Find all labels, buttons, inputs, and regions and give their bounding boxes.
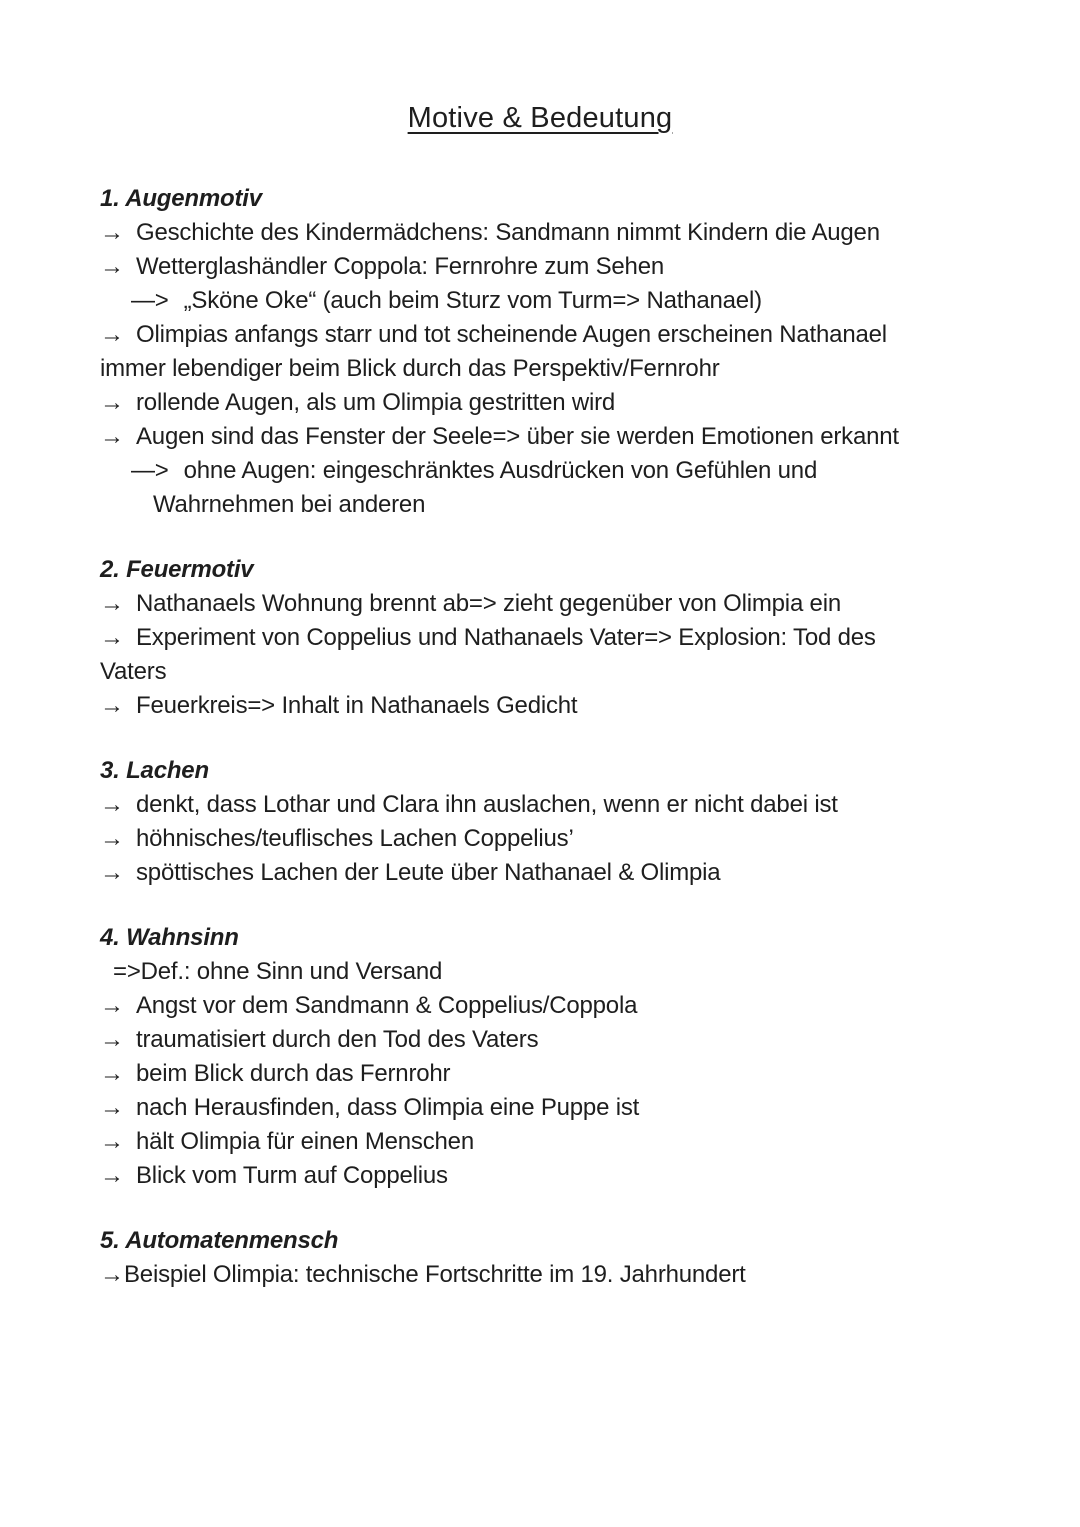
note-text: beim Blick durch das Fernrohr <box>136 1060 451 1087</box>
note-line <box>100 1057 980 1091</box>
note-text: nach Herausfinden, dass Olimpia eine Puppe ist <box>136 1094 640 1121</box>
arrow-icon: → <box>100 859 124 886</box>
note-line <box>100 216 980 250</box>
note-text: höhnisches/teuflisches Lachen Coppelius’ <box>136 825 574 852</box>
note-text: Feuerkreis=> Inhalt in Nathanaels Gedicht <box>136 692 578 719</box>
note-line <box>100 1125 980 1159</box>
note-line <box>100 1159 980 1193</box>
note-text: rollende Augen, als um Olimpia gestritten wird <box>136 389 616 416</box>
note-text: Wetterglashändler Coppola: Fernrohre zum Sehen <box>136 253 664 280</box>
section-heading: 2. Feuermotiv <box>100 556 254 583</box>
motif-section-1 <box>100 182 980 522</box>
note-line <box>100 284 980 318</box>
arrow-icon: → <box>100 825 124 852</box>
arrow-icon: → <box>100 253 124 280</box>
note-text: spöttisches Lachen der Leute über Nathanael & Olimpia <box>136 859 721 886</box>
note-line <box>100 318 980 352</box>
note-text: Augen sind das Fenster der Seele=> über sie werden Emotionen erkannt <box>136 423 899 450</box>
arrow-icon: → <box>100 992 124 1019</box>
note-line <box>100 386 980 420</box>
arrow-icon: → <box>100 1162 124 1189</box>
arrow-icon: —> <box>131 457 169 484</box>
note-line <box>100 955 980 989</box>
arrow-icon: → <box>100 590 124 617</box>
note-line <box>100 250 980 284</box>
note-text: ohne Augen: eingeschränktes Ausdrücken von Gefühlen und <box>183 457 818 484</box>
note-line <box>100 1258 980 1292</box>
note-line <box>100 488 980 522</box>
page-title: Motive & Bedeutung <box>407 102 673 134</box>
note-line <box>100 788 980 822</box>
note-text: Blick vom Turm auf Coppelius <box>136 1162 448 1189</box>
arrow-icon: => <box>113 958 141 985</box>
arrow-icon: → <box>100 389 124 416</box>
arrow-icon: → <box>100 219 124 246</box>
note-text: Vaters <box>100 658 167 685</box>
note-line <box>100 420 980 454</box>
arrow-icon: → <box>100 692 124 719</box>
note-text: „Sköne Oke“ (auch beim Sturz vom Turm=> Nathanael) <box>183 287 762 314</box>
arrow-icon: → <box>100 1261 124 1288</box>
note-line <box>100 856 980 890</box>
note-text: Geschichte des Kindermädchens: Sandmann nimmt Kindern die Augen <box>136 219 880 246</box>
arrow-icon: → <box>100 1060 124 1087</box>
note-line <box>100 621 980 655</box>
note-text: immer lebendiger beim Blick durch das Perspektiv/Fernrohr <box>100 355 720 382</box>
note-text: Nathanaels Wohnung brennt ab=> zieht gegenüber von Olimpia ein <box>136 590 841 617</box>
arrow-icon: → <box>100 1026 124 1053</box>
sections-container <box>100 182 980 1292</box>
arrow-icon: —> <box>131 287 169 314</box>
section-heading: 4. Wahnsinn <box>100 924 239 951</box>
note-line <box>100 689 980 723</box>
motif-section-3 <box>100 754 980 890</box>
arrow-icon: → <box>100 624 124 651</box>
arrow-icon: → <box>100 423 124 450</box>
note-text: denkt, dass Lothar und Clara ihn auslachen, wenn er nicht dabei ist <box>136 791 838 818</box>
note-text: Experiment von Coppelius und Nathanaels Vater=> Explosion: Tod des <box>136 624 876 651</box>
note-line <box>100 1023 980 1057</box>
note-line <box>100 822 980 856</box>
note-text: Beispiel Olimpia: technische Fortschritte im 19. Jahrhundert <box>124 1261 746 1288</box>
note-text: Def.: ohne Sinn und Versand <box>140 958 443 985</box>
note-line <box>100 655 980 689</box>
note-text: Wahrnehmen bei anderen <box>153 491 426 518</box>
note-text: hält Olimpia für einen Menschen <box>136 1128 474 1155</box>
motif-section-2 <box>100 553 980 723</box>
section-heading: 5. Automatenmensch <box>100 1227 339 1254</box>
note-text: traumatisiert durch den Tod des Vaters <box>136 1026 539 1053</box>
note-line <box>100 352 980 386</box>
arrow-icon: → <box>100 321 124 348</box>
note-line <box>100 587 980 621</box>
motif-section-5 <box>100 1224 980 1292</box>
note-line <box>100 454 980 488</box>
section-heading: 1. Augenmotiv <box>100 185 262 212</box>
note-line <box>100 989 980 1023</box>
note-line <box>100 1091 980 1125</box>
arrow-icon: → <box>100 1128 124 1155</box>
note-text: Angst vor dem Sandmann & Coppelius/Coppola <box>136 992 638 1019</box>
note-text: Olimpias anfangs starr und tot scheinende Augen erscheinen Nathanael <box>136 321 887 348</box>
arrow-icon: → <box>100 791 124 818</box>
motif-section-4 <box>100 921 980 1193</box>
arrow-icon: → <box>100 1094 124 1121</box>
section-heading: 3. Lachen <box>100 757 209 784</box>
